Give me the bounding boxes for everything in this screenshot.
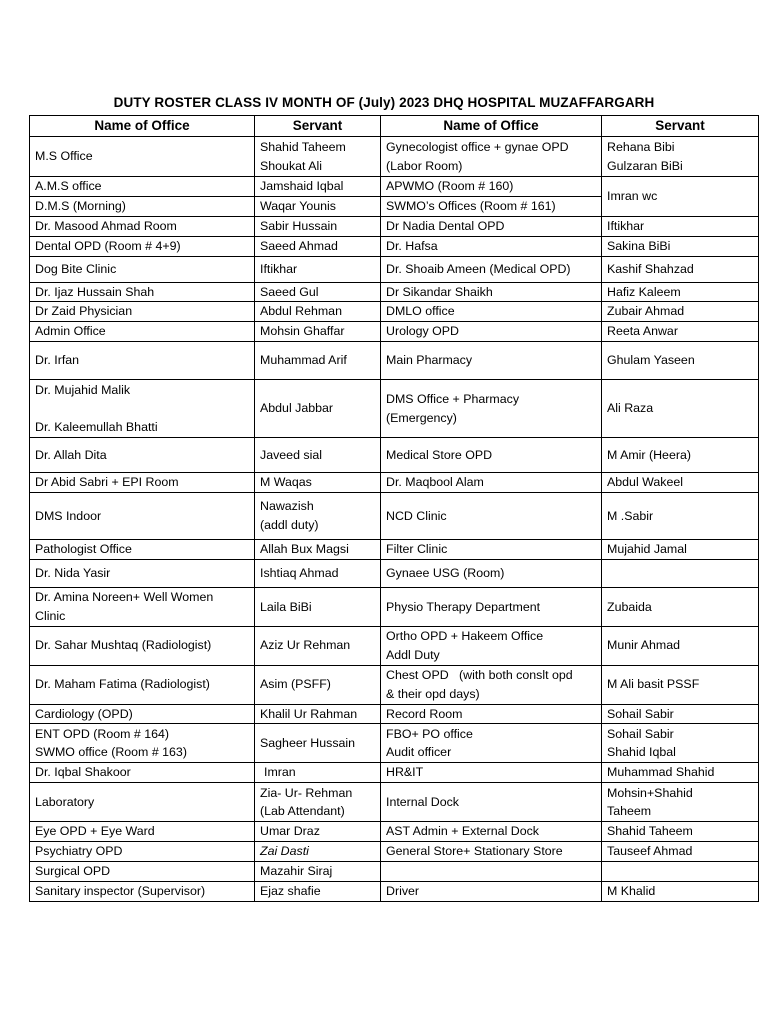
page-title: DUTY ROSTER CLASS IV MONTH OF (July) 2023 DHQ HOSPITAL MUZAFFARGARH (113, 95, 655, 110)
office-line: Dr. Amina Noreen+ Well Women (35, 590, 214, 605)
servant-cell (255, 783, 381, 822)
office-cell: General Store+ Stationary Store (381, 842, 602, 862)
office-cell (381, 665, 602, 704)
office-cell: Internal Dock (381, 783, 602, 822)
table-row (30, 559, 759, 587)
table-row (30, 282, 759, 302)
office-cell: APWMO (Room # 160) (381, 177, 602, 197)
servant-cell: Abdul Rehman (255, 302, 381, 322)
office-line: Clinic (35, 608, 66, 623)
servant-cell (255, 137, 381, 177)
header-name-of-office-2: Name of Office (381, 116, 602, 137)
servant-cell: Tauseef Ahmad (602, 842, 759, 862)
office-cell: Dr. Ijaz Hussain Shah (30, 282, 255, 302)
office-cell: Sanitary inspector (Supervisor) (30, 881, 255, 901)
servant-cell: Javeed sial (255, 438, 381, 473)
servant-cell (602, 559, 759, 587)
servant-line: Shoukat Ali (260, 158, 322, 173)
servant-cell: Imran (255, 763, 381, 783)
servant-cell: Allah Bux Magsi (255, 539, 381, 559)
servant-cell: Ghulam Yaseen (602, 342, 759, 380)
table-row (30, 236, 759, 256)
servant-line: Mohsin+Shahid (607, 785, 693, 800)
office-cell: Dr Abid Sabri + EPI Room (30, 473, 255, 493)
servant-cell: Abdul Jabbar (255, 380, 381, 438)
servant-line: Zia- Ur- Rehman (260, 785, 353, 800)
servant-cell: Shahid Taheem (602, 822, 759, 842)
servant-cell: Ejaz shafie (255, 881, 381, 901)
office-line: FBO+ PO office (386, 726, 473, 741)
servant-cell: Umar Draz (255, 822, 381, 842)
servant-cell: M Waqas (255, 473, 381, 493)
table-row (30, 783, 759, 822)
office-cell (381, 724, 602, 763)
servant-line: Shahid Taheem (260, 139, 346, 154)
office-cell: Pathologist Office (30, 539, 255, 559)
office-cell (30, 587, 255, 626)
office-cell: Dr. Iqbal Shakoor (30, 763, 255, 783)
office-cell: AST Admin + External Dock (381, 822, 602, 842)
office-cell: Surgical OPD (30, 862, 255, 882)
office-cell: Driver (381, 881, 602, 901)
office-line: & their opd days) (386, 686, 480, 701)
table-row (30, 724, 759, 763)
servant-cell (602, 783, 759, 822)
servant-cell: Waqar Younis (255, 196, 381, 216)
office-line: Audit officer (386, 745, 452, 760)
table-row (30, 539, 759, 559)
office-cell (381, 137, 602, 177)
table-row (30, 380, 759, 438)
office-cell: Dr Sikandar Shaikh (381, 282, 602, 302)
servant-cell (602, 724, 759, 763)
table-row (30, 438, 759, 473)
office-line: Dr. Mujahid Malik (35, 382, 131, 397)
table-row (30, 665, 759, 704)
servant-cell (255, 492, 381, 539)
servant-cell: Mujahid Jamal (602, 539, 759, 559)
servant-cell: M Amir (Heera) (602, 438, 759, 473)
table-row (30, 763, 759, 783)
servant-line: Sohail Sabir (607, 726, 674, 741)
servant-cell: Sagheer Hussain (255, 724, 381, 763)
servant-line: Taheem (607, 804, 652, 819)
office-cell: A.M.S office (30, 177, 255, 197)
servant-line: Rehana Bibi (607, 139, 675, 154)
table-row (30, 216, 759, 236)
office-cell: Dr. Nida Yasir (30, 559, 255, 587)
servant-cell: Hafiz Kaleem (602, 282, 759, 302)
office-cell: Gynaee USG (Room) (381, 559, 602, 587)
office-cell: Physio Therapy Department (381, 587, 602, 626)
header-row (30, 116, 759, 137)
servant-line: (Lab Attendant) (260, 804, 345, 819)
table-row (30, 473, 759, 493)
servant-cell: Muhammad Arif (255, 342, 381, 380)
servant-cell: Mohsin Ghaffar (255, 322, 381, 342)
header-name-of-office-1: Name of Office (30, 116, 255, 137)
office-cell: Dr. Maqbool Alam (381, 473, 602, 493)
table-row (30, 492, 759, 539)
office-cell: Urology OPD (381, 322, 602, 342)
servant-cell: Kashif Shahzad (602, 256, 759, 282)
office-line: (Emergency) (386, 410, 457, 425)
office-cell: Dog Bite Clinic (30, 256, 255, 282)
servant-cell: M .Sabir (602, 492, 759, 539)
servant-cell: Reeta Anwar (602, 322, 759, 342)
servant-cell: Iftikhar (602, 216, 759, 236)
office-cell (30, 380, 255, 438)
table-row (30, 704, 759, 724)
servant-cell: Munir Ahmad (602, 626, 759, 665)
office-cell: Cardiology (OPD) (30, 704, 255, 724)
table-row (30, 842, 759, 862)
office-line: (Labor Room) (386, 158, 463, 173)
table-row (30, 862, 759, 882)
servant-cell: M Khalid (602, 881, 759, 901)
servant-cell: Zai Dasti (255, 842, 381, 862)
servant-cell: Ali Raza (602, 380, 759, 438)
header-servant-1: Servant (255, 116, 381, 137)
office-cell: D.M.S (Morning) (30, 196, 255, 216)
office-cell: Psychiatry OPD (30, 842, 255, 862)
table-row (30, 587, 759, 626)
office-cell: HR&IT (381, 763, 602, 783)
office-cell: Record Room (381, 704, 602, 724)
table-row (30, 342, 759, 380)
servant-line: Gulzaran BiBi (607, 158, 683, 173)
header-servant-2: Servant (602, 116, 759, 137)
servant-cell: Laila BiBi (255, 587, 381, 626)
office-line: Ortho OPD + Hakeem Office (386, 628, 544, 643)
office-cell: Dr. Maham Fatima (Radiologist) (30, 665, 255, 704)
servant-cell: Khalil Ur Rahman (255, 704, 381, 724)
office-cell: Dr. Sahar Mushtaq (Radiologist) (30, 626, 255, 665)
office-cell: Dr. Shoaib Ameen (Medical OPD) (381, 256, 602, 282)
servant-cell: Abdul Wakeel (602, 473, 759, 493)
office-cell: M.S Office (30, 137, 255, 177)
office-cell: NCD Clinic (381, 492, 602, 539)
office-cell: Dr. Hafsa (381, 236, 602, 256)
servant-cell: M Ali basit PSSF (602, 665, 759, 704)
office-cell: SWMO’s Offices (Room # 161) (381, 196, 602, 216)
office-line: Dr. Kaleemullah Bhatti (35, 419, 158, 434)
servant-cell: Saeed Ahmad (255, 236, 381, 256)
office-line: SWMO office (Room # 163) (35, 745, 187, 760)
servant-line: Shahid Iqbal (607, 745, 676, 760)
servant-cell: Sohail Sabir (602, 704, 759, 724)
duty-roster-table (29, 115, 759, 902)
office-cell (381, 862, 602, 882)
table-row (30, 177, 759, 197)
table-row (30, 626, 759, 665)
servant-cell: Asim (PSFF) (255, 665, 381, 704)
servant-cell: Iftikhar (255, 256, 381, 282)
office-cell: Dr. Masood Ahmad Room (30, 216, 255, 236)
servant-cell: Aziz Ur Rehman (255, 626, 381, 665)
servant-cell: Zubaida (602, 587, 759, 626)
servant-cell (602, 137, 759, 177)
office-cell: Dental OPD (Room # 4+9) (30, 236, 255, 256)
servant-cell: Jamshaid Iqbal (255, 177, 381, 197)
servant-cell: Muhammad Shahid (602, 763, 759, 783)
servant-cell: Saeed Gul (255, 282, 381, 302)
office-cell: Eye OPD + Eye Ward (30, 822, 255, 842)
servant-cell: Sabir Hussain (255, 216, 381, 236)
table-row (30, 256, 759, 282)
servant-cell: Ishtiaq Ahmad (255, 559, 381, 587)
office-cell: Admin Office (30, 322, 255, 342)
office-cell: DMS Indoor (30, 492, 255, 539)
table-row (30, 322, 759, 342)
office-cell: Medical Store OPD (381, 438, 602, 473)
office-line: Gynecologist office + gynae OPD (386, 139, 569, 154)
office-cell (30, 724, 255, 763)
servant-line: (addl duty) (260, 517, 319, 532)
office-cell: Dr Zaid Physician (30, 302, 255, 322)
office-line: ENT OPD (Room # 164) (35, 726, 170, 741)
office-line: DMS Office + Pharmacy (386, 391, 520, 406)
office-cell (381, 626, 602, 665)
office-cell: DMLO office (381, 302, 602, 322)
table-row (30, 822, 759, 842)
office-cell: Filter Clinic (381, 539, 602, 559)
office-line: Chest OPD (with both conslt opd (386, 667, 573, 682)
servant-cell: Mazahir Siraj (255, 862, 381, 882)
office-cell: Main Pharmacy (381, 342, 602, 380)
office-cell: Dr Nadia Dental OPD (381, 216, 602, 236)
table-row (30, 881, 759, 901)
table-row (30, 137, 759, 177)
office-cell: Dr. Irfan (30, 342, 255, 380)
servant-line: Nawazish (260, 499, 314, 514)
office-line: Addl Duty (386, 647, 440, 662)
servant-cell: Zubair Ahmad (602, 302, 759, 322)
servant-cell: Imran wc (602, 177, 759, 217)
office-cell: Laboratory (30, 783, 255, 822)
servant-cell: Sakina BiBi (602, 236, 759, 256)
office-cell: Dr. Allah Dita (30, 438, 255, 473)
table-row (30, 302, 759, 322)
servant-cell (602, 862, 759, 882)
office-cell (381, 380, 602, 438)
